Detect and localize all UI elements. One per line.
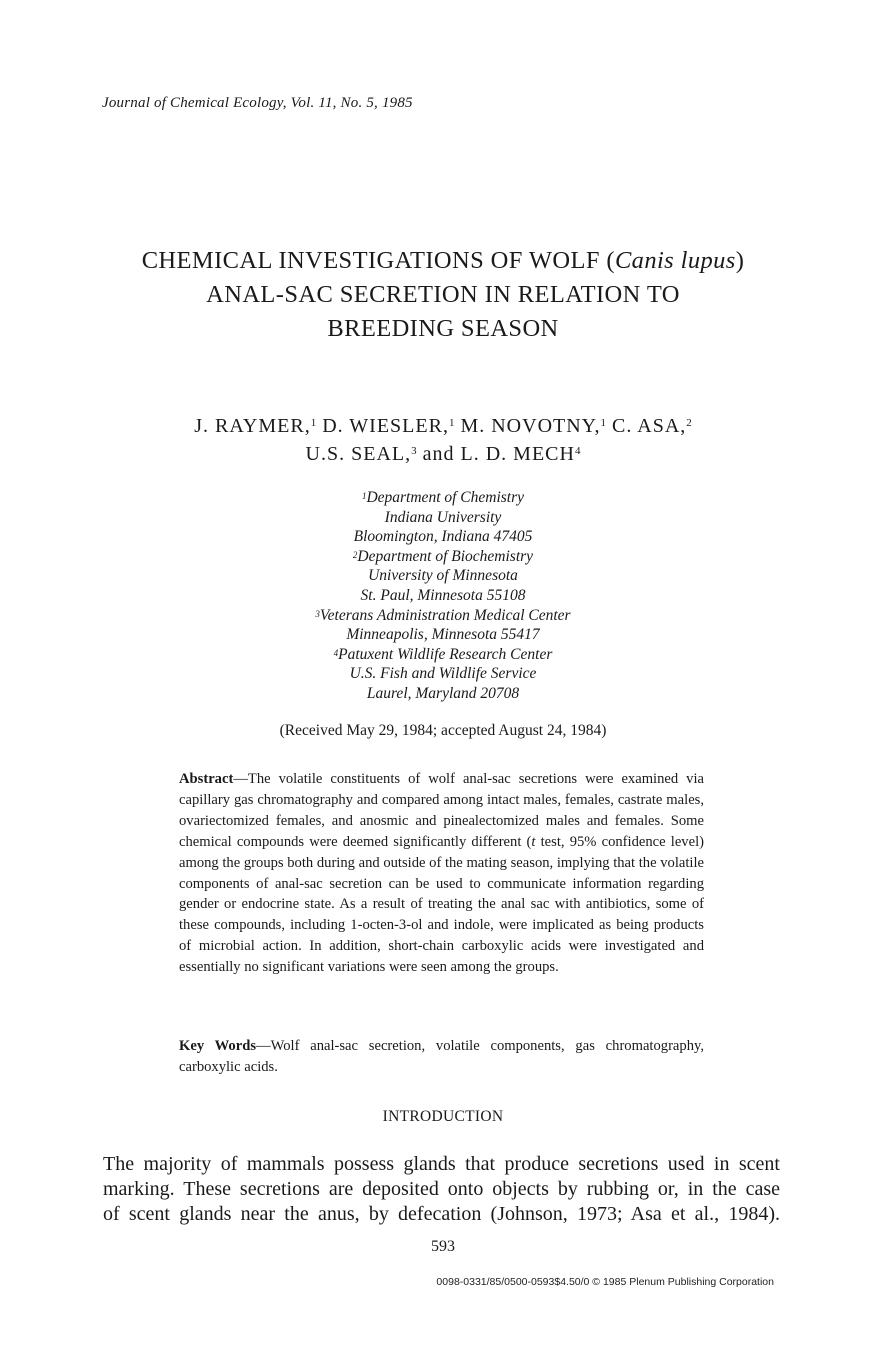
author-affiliation-mark: 1 bbox=[600, 417, 607, 429]
introduction-line: of scent glands near the anus, by defecation (Johnson, 1973; Asa et al., 1984). bbox=[103, 1203, 780, 1225]
affiliation-line bbox=[190, 566, 696, 586]
abstract-label: Abstract bbox=[179, 771, 234, 787]
title-line-2: ANAL-SAC SECRETION IN RELATION TO bbox=[206, 281, 680, 308]
abstract-text-continued: test, 95% confidence level) among the groups both during and outside of the mating season, implying that the volatile components of anal-sac secretion can be used to communicate information regarding gender or endocrine state. As a result of treating the anal sac with antibiotics, some of these compounds, including 1-octen-3-ol and indole, were implicated as being products of microbial action. In addition, short-chain carboxylic acids were investigated and essentially no significant variations were seen among the groups. bbox=[179, 833, 704, 976]
authors-line-2 bbox=[90, 440, 796, 468]
affiliation-line bbox=[190, 586, 696, 606]
affiliation-text: Laurel, Maryland 20708 bbox=[366, 684, 520, 702]
author-name: U.S. SEAL, bbox=[305, 443, 412, 465]
article-title bbox=[90, 244, 796, 346]
author-affiliation-mark: 1 bbox=[448, 417, 455, 429]
affiliation-line bbox=[190, 527, 696, 547]
affiliation-line bbox=[190, 625, 696, 645]
affiliations bbox=[190, 488, 696, 704]
affiliation-line bbox=[190, 606, 696, 626]
key-words-label: Key Words bbox=[179, 1038, 257, 1054]
author-affiliation-mark: 1 bbox=[310, 417, 317, 429]
author-name: C. ASA, bbox=[606, 415, 687, 437]
author-name: and L. D. MECH bbox=[416, 443, 575, 465]
affiliation-line bbox=[190, 684, 696, 704]
author-name: D. WIESLER, bbox=[316, 415, 449, 437]
key-words-text: —Wolf anal-sac secretion, volatile components, gas chromatography, carboxylic acids. bbox=[179, 1038, 704, 1075]
abstract bbox=[179, 769, 704, 978]
affiliation-text: Indiana University bbox=[384, 508, 502, 526]
introduction-line: marking. These secretions are deposited onto objects by rubbing or, in the case bbox=[103, 1178, 780, 1200]
authors-line-1 bbox=[90, 412, 796, 440]
affiliation-mark: 3 bbox=[315, 608, 320, 619]
author-affiliation-mark: 2 bbox=[686, 417, 692, 429]
affiliation-text: Patuxent Wildlife Research Center bbox=[338, 645, 553, 663]
author-affiliation-mark: 4 bbox=[574, 445, 581, 457]
affiliation-line bbox=[190, 508, 696, 528]
affiliation-mark: 4 bbox=[333, 647, 339, 658]
affiliation-text: Bloomington, Indiana 47405 bbox=[353, 528, 533, 546]
title-line-1-close: ) bbox=[735, 247, 745, 274]
section-heading-introduction: INTRODUCTION bbox=[382, 1108, 504, 1125]
title-line-1 bbox=[90, 244, 796, 278]
received-dates: (Received May 29, 1984; accepted August 24, 1984) bbox=[279, 722, 607, 739]
journal-citation: Journal of Chemical Ecology, Vol. 11, No. 5, 1985 bbox=[102, 95, 413, 111]
introduction-line: The majority of mammals possess glands that produce secretions used in scent bbox=[103, 1153, 780, 1175]
affiliation-text: U.S. Fish and Wildlife Service bbox=[349, 665, 537, 683]
page-number: 593 bbox=[431, 1238, 455, 1255]
abstract-t-symbol: t bbox=[531, 833, 536, 850]
abstract-text: —The volatile constituents of wolf anal-sac secretions were examined via capillary gas chromatography and compared among intact males, females, castrate males, ovariectomized females, and anosmic and pinealectomized males and females. Some chemical compounds were deemed significantly different ( bbox=[179, 771, 704, 850]
affiliation-text: Minneapolis, Minnesota 55417 bbox=[346, 626, 540, 644]
affiliation-text: Department of Chemistry bbox=[366, 489, 525, 506]
affiliation-text: University of Minnesota bbox=[368, 567, 518, 585]
title-species-name: Canis lupus bbox=[614, 247, 736, 274]
author-name: M. NOVOTNY, bbox=[454, 415, 601, 437]
author-affiliation-mark: 3 bbox=[411, 445, 417, 457]
author-name: J. RAYMER, bbox=[194, 415, 311, 437]
introduction-paragraph bbox=[103, 1152, 780, 1227]
title-line-3: BREEDING SEASON bbox=[327, 315, 559, 342]
key-words bbox=[179, 1036, 704, 1078]
copyright-line: 0098-0331/85/0500-0593$4.50/0 © 1985 Plenum Publishing Corporation bbox=[436, 1276, 774, 1288]
affiliation-text: St. Paul, Minnesota 55108 bbox=[360, 586, 526, 604]
affiliation-line bbox=[190, 547, 696, 567]
affiliation-text: Department of Biochemistry bbox=[357, 547, 534, 565]
affiliation-line bbox=[190, 645, 696, 665]
affiliation-mark: 2 bbox=[352, 549, 358, 560]
author-list bbox=[90, 412, 796, 468]
affiliation-mark: 1 bbox=[361, 491, 367, 501]
title-line-1-text: CHEMICAL INVESTIGATIONS OF WOLF ( bbox=[141, 247, 615, 274]
affiliation-line bbox=[190, 664, 696, 684]
affiliation-line bbox=[190, 488, 696, 508]
affiliation-text: Veterans Administration Medical Center bbox=[319, 606, 571, 624]
